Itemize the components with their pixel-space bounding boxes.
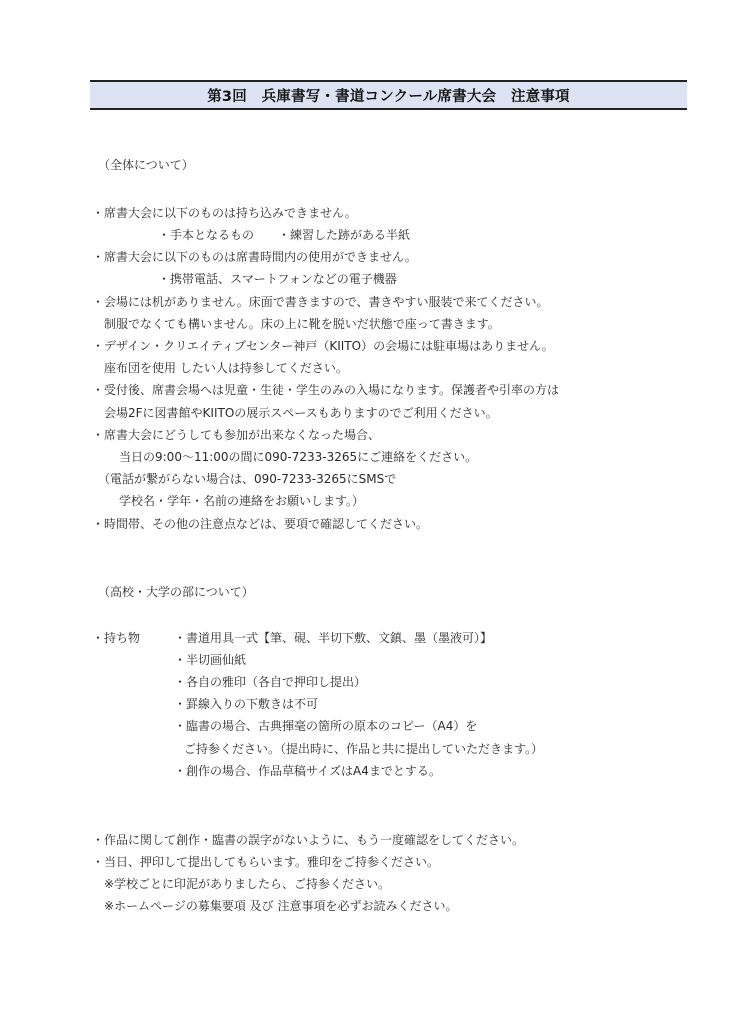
note-line: ・当日、押印して提出してもらいます。雅印をご持参ください。 <box>92 855 440 869</box>
note-line: ・会場には机がありません。床面で書きますので、書きやすい服装で来てください。 <box>92 295 549 309</box>
item-line: ・罫線入りの下敷きは不可 <box>174 697 319 711</box>
note-line: 座布団を使用 したい人は持参してください。 <box>104 361 348 375</box>
item-line: ・書道用具一式【筆、硯、半切下敷、文鎮、墨（墨液可）】 <box>174 631 493 645</box>
note-line: ・受付後、席書会場へは児童・生徒・学生のみの入場になります。保護者や引率の方は <box>92 383 560 397</box>
note-line: ・手本となるもの ・練習した跡がある半紙 <box>158 228 411 242</box>
note-line: 当日の9:00～11:00の間に090-7233-3265にご連絡をください。 <box>119 450 478 464</box>
note-line: ・携帯電話、スマートフォンなどの電子機器 <box>158 272 397 286</box>
section-heading-highschool: （高校・大学の部について） <box>98 585 254 599</box>
item-line: ・各自の雅印（各自で押印し提出） <box>174 675 367 689</box>
note-line: ※学校ごとに印泥がありましたら、ご持参ください。 <box>104 877 391 891</box>
note-line: 会場2Fに図書館やKIITOの展示スペースもありますのでご利用ください。 <box>104 406 498 420</box>
note-line: 制服でなくても構いません。床の上に靴を脱いだ状態で座って書きます。 <box>104 317 500 331</box>
note-line: （電話が繋がらない場合は、090-7233-3265にSMSで <box>98 472 397 486</box>
item-line: ご持参ください。（提出時に、作品と共に提出していただきます。） <box>184 742 544 756</box>
document-title: 第3回 兵庫書写・書道コンクール席書大会 注意事項 <box>207 88 570 105</box>
item-line: ・創作の場合、作品草稿サイズはA4までとする。 <box>174 764 441 778</box>
note-line: ・席書大会に以下のものは持ち込みできません。 <box>92 206 357 220</box>
section-heading-general: （全体について） <box>98 158 194 172</box>
note-line: ・作品に関して創作・臨書の誤字がないように、もう一度確認をしてください。 <box>92 833 525 847</box>
note-line: ・席書大会にどうしても参加が出来なくなった場合、 <box>92 428 381 442</box>
item-line: ・半切画仙紙 <box>174 653 247 667</box>
note-line: ・デザイン・クリエイティブセンター神戸（KIITO）の会場には駐車場はありません。 <box>92 339 554 353</box>
note-line: 学校名・学年・名前の連絡をお願いします。） <box>119 494 365 508</box>
note-line: ※ホームページの募集要項 及び 注意事項を必ずお読みください。 <box>104 899 458 913</box>
note-line: ・席書大会に以下のものは席書時間内の使用ができません。 <box>92 250 417 264</box>
item-line: ・臨書の場合、古典揮毫の箇所の原本のコピー（A4）を <box>174 719 478 733</box>
items-label: ・持ち物 <box>92 631 141 645</box>
note-line: ・時間帯、その他の注意点などは、要項で確認してください。 <box>92 517 429 531</box>
